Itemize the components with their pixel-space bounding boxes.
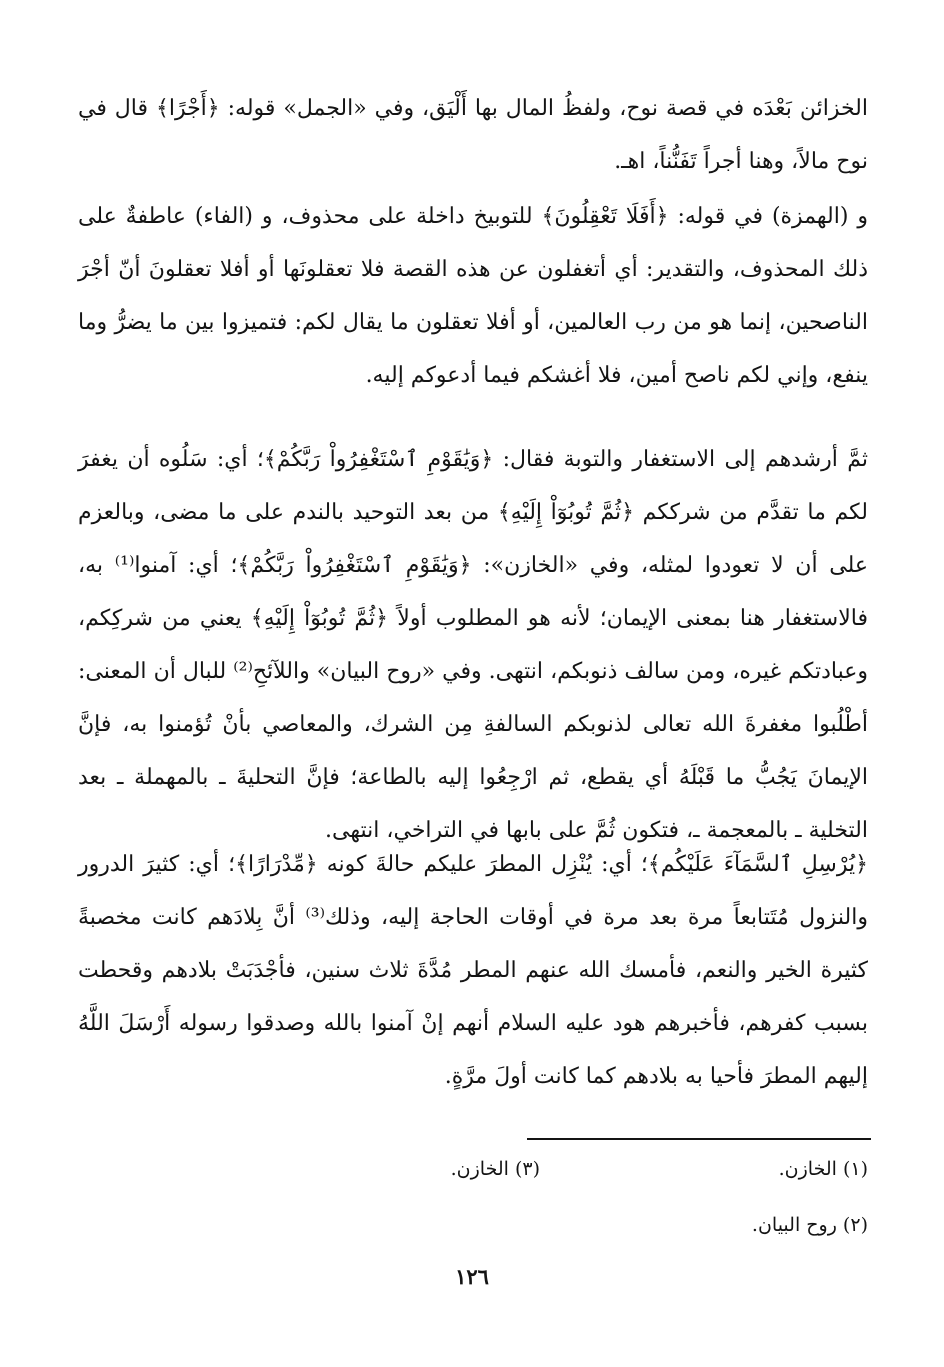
page-number: ١٢٦ <box>455 1264 489 1289</box>
footnote-1: (١) الخازن. <box>778 1158 868 1180</box>
footnote-2: (٢) روح البيان. <box>751 1214 868 1236</box>
paragraph-2: و (الهمزة) في قوله: ﴿أَفَلَا تَعْقِلُونَ﴾ للتوبيخ داخلة على محذوف، و (الفاء) عاطفةٌ على ذلك المحذوف، والتقدير: أي أتغفلون عن هذه القصة فلا تعقلونَها أو أفلا تعقلونَ أنّ أجْرَ الناصحين، إنما هو من رب العالمين، أو أفلا تعقلون ما يقال لكم: فتميزوا بين ما يضرُّ وما ينفع، وإني لكم ناصح أمين، فلا أغشكم فيما أدعوكم إليه. <box>78 204 868 388</box>
footnote-3: (٣) الخازن. <box>450 1158 540 1180</box>
paragraph-1: الخزائن بَعْدَه في قصة نوح، ولفظُ المال بها أَلْيَق، وفي «الجمل» قوله: ﴿أَجْرًا﴾ قال في نوح مالاً، وهنا أجراً تَفَنُّناً، اهـ. <box>78 96 868 174</box>
footnote-divider <box>527 1138 871 1140</box>
paragraph-4: ﴿يُرْسِلِ ٱلسَّمَآءَ عَلَيْكُم﴾؛ أي: يُنْزِل المطرَ عليكم حالةَ كونه ﴿مِّدْرَارًا﴾؛ أي: كثيرَ الدرور والنزول مُتَتابعاً مرة بعد مرة في أوقات الحاجة إليه، وذلك⁽³⁾ أنَّ بِلادَهم كانت مخصبةً كثيرة الخير والنعم، فأمسك الله عنهم المطر مُدَّةَ ثلاث سنين، فأجْدَبَتْ بلادهم وقحطت بسبب كفرهم، فأخبرهم هود عليه السلام أنهم إنْ آمنوا بالله وصدقوا رسوله أَرْسَلَ اللَّهُ إليهم المطرَ فأحيا به بلادهم كما كانت أولَ مرَّةٍ. <box>78 852 868 1089</box>
paragraph-3: ثمَّ أرشدهم إلى الاستغفار والتوبة فقال: ﴿وَيَٰقَوْمِ ٱسْتَغْفِرُواْ رَبَّكُمْ﴾؛ أي: سَلُوه أن يغفرَ لكم ما تقدَّم من شرككم ﴿ثُمَّ تُوبُوٓاْ إِلَيْهِ﴾ من بعد التوحيد بالندم على ما مضى، وبالعزم على أن لا تعودوا لمثله، وفي «الخازن»: ﴿وَيَٰقَوْمِ ٱسْتَغْفِرُواْ رَبَّكُمْ﴾؛ أي: آمنوا⁽¹⁾ به، فالاستغفار هنا بمعنى الإيمان؛ لأنه هو المطلوب أولاً ﴿ثُمَّ تُوبُوٓاْ إِلَيْهِ﴾ يعني من شركِكم، وعبادتكم غيره، ومن سالف ذنوبكم، انتهى. وفي «روح البيان» واللآئحِ⁽²⁾ للبال أن المعنى: أطْلُبوا مغفرةَ الله تعالى لذنوبكم السالفةِ مِن الشرك، والمعاصي بأنْ تُؤمنوا به، فإنَّ الإيمانَ يَجُبُّ ما قَبْلَهُ أي يقطع، ثم ارْجِعُوا إليه بالطاعة؛ فإنَّ التحليةَ ـ بالمهملة ـ بعد التخلية ـ بالمعجمة ـ، فتكون ثُمَّ على بابها في التراخي، انتهى. <box>78 447 868 843</box>
